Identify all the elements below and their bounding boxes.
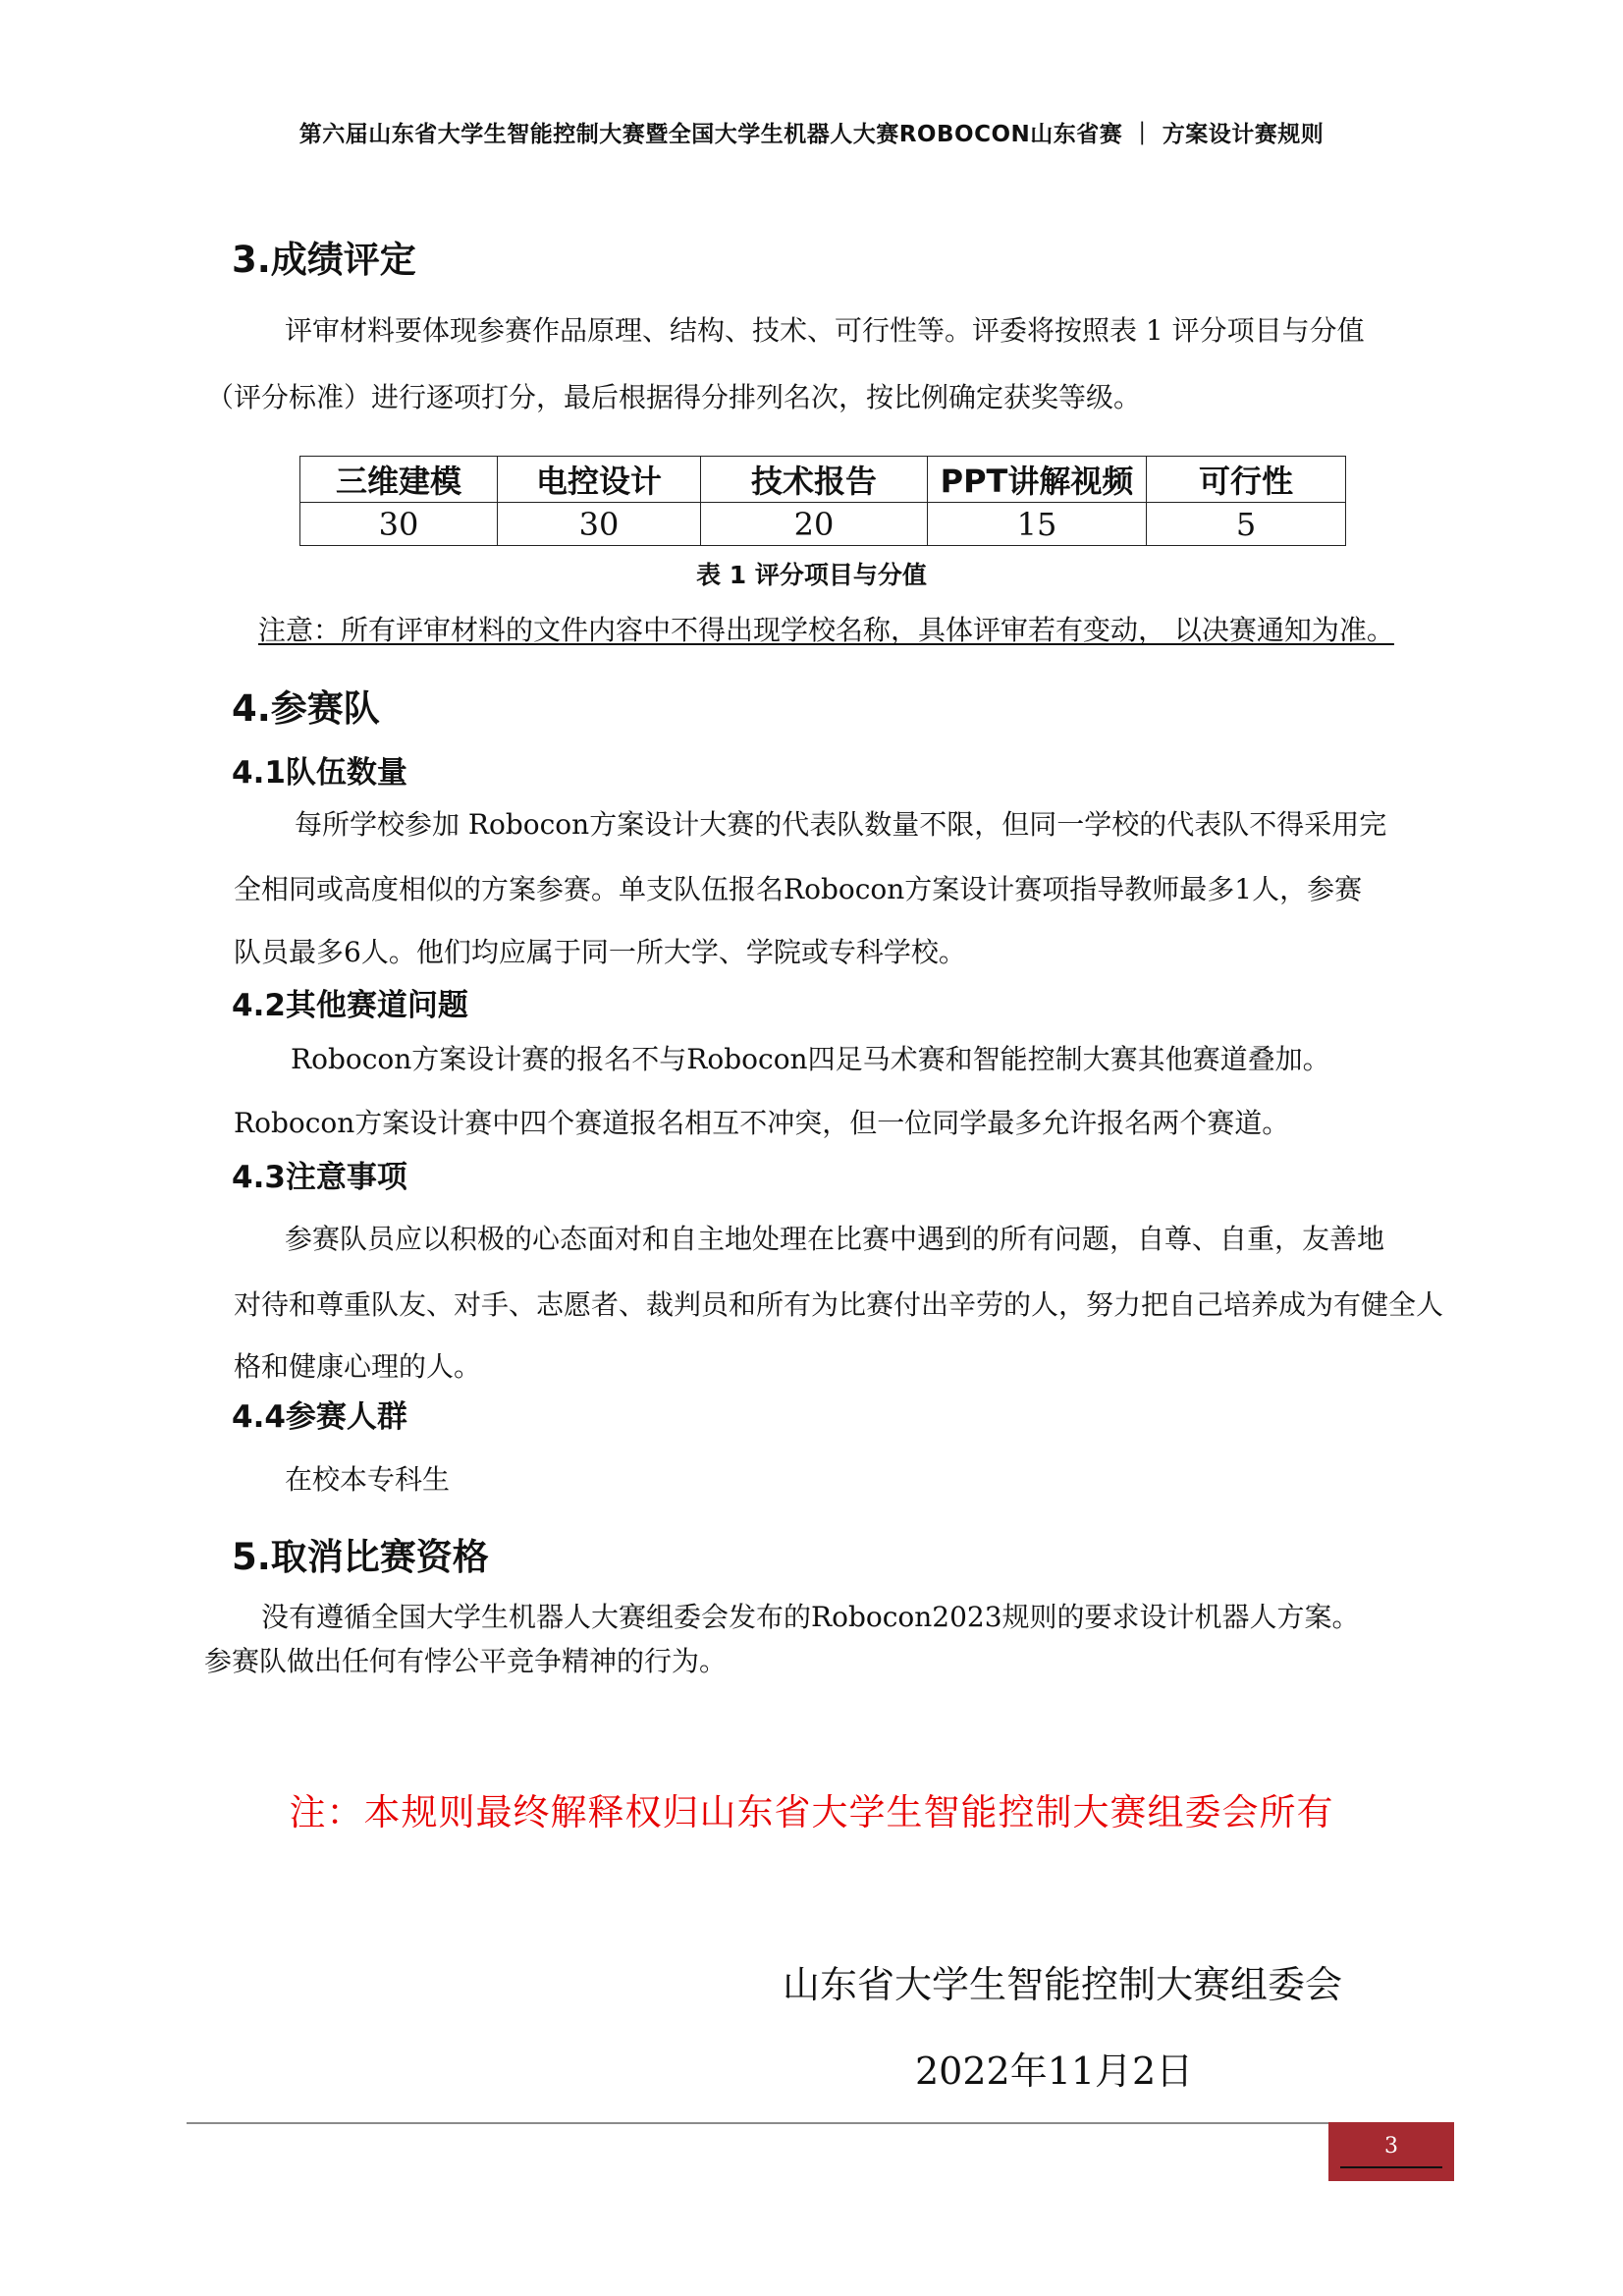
page-number-badge: [1328, 2122, 1454, 2181]
score-value-electric-design: 30: [498, 503, 701, 546]
review-note: 注意：所有评审材料的文件内容中不得出现学校名称，具体评审若有变动， 以决赛通知为准。: [258, 614, 1394, 646]
section-4-3-title: 4.3注意事项: [232, 1160, 407, 1195]
section-4-1-line-2: 全相同或高度相似的方案参赛。单支队伍报名Robocon方案设计赛项指导教师最多1人，参赛: [234, 873, 1363, 905]
score-value-ppt-video: 15: [928, 503, 1147, 546]
score-header-electric-design: 电控设计: [498, 457, 701, 503]
section-4-4-line-1: 在校本专科生: [285, 1463, 451, 1496]
interpretation-note: 注：本规则最终解释权归山东省大学生智能控制大赛组委会所有: [289, 1791, 1334, 1833]
section-4-1-line-3: 队员最多6人。他们均应属于同一所大学、学院或专科学校。: [234, 936, 966, 968]
section-4-3-line-3: 格和健康心理的人。: [234, 1350, 482, 1383]
section-5-line-2: 参赛队做出任何有悖公平竞争精神的行为。: [204, 1645, 728, 1677]
section-4-1-line-1: 每所学校参加 Robocon方案设计大赛的代表队数量不限，但同一学校的代表队不得采用完: [295, 808, 1387, 841]
section-3-line-2: （评分标准）进行逐项打分，最后根据得分排列名次，按比例确定获奖等级。: [206, 381, 1142, 413]
section-3-line-1: 评审材料要体现参赛作品原理、结构、技术、可行性等。评委将按照表 1 评分项目与分值: [285, 314, 1365, 347]
organizer-signature: 山东省大学生智能控制大赛组委会: [783, 1963, 1343, 2006]
score-table-header-row: [300, 457, 1346, 503]
section-5-title: 5.取消比赛资格: [232, 1536, 489, 1578]
score-table-value-row: [300, 503, 1346, 546]
score-value-feasibility: 5: [1147, 503, 1346, 546]
section-4-4-title: 4.4参赛人群: [232, 1399, 407, 1435]
score-value-3d-modeling: 30: [300, 503, 498, 546]
section-5-line-1: 没有遵循全国大学生机器人大赛组委会发布的Robocon2023规则的要求设计机器人方案。: [261, 1601, 1360, 1633]
score-header-ppt-video: PPT讲解视频: [928, 457, 1147, 503]
score-header-3d-modeling: 三维建模: [300, 457, 498, 503]
page-number: 3: [1384, 2134, 1398, 2159]
score-header-feasibility: 可行性: [1147, 457, 1346, 503]
section-4-3-line-2: 对待和尊重队友、对手、志愿者、裁判员和所有为比赛付出辛劳的人，努力把自己培养成为有健全人: [234, 1288, 1444, 1321]
page-header: 第六届山东省大学生智能控制大赛暨全国大学生机器人大赛ROBOCON山东省赛 ｜ 方案设计赛规则: [298, 122, 1325, 147]
score-table: [299, 456, 1346, 546]
section-4-3-line-1: 参赛队员应以积极的心态面对和自主地处理在比赛中遇到的所有问题，自尊、自重，友善地: [285, 1223, 1385, 1255]
section-4-2-line-1: Robocon方案设计赛的报名不与Robocon四足马术赛和智能控制大赛其他赛道叠加。: [291, 1043, 1330, 1075]
footer-rule: [187, 2122, 1409, 2124]
signature-date: 2022年11月2日: [915, 2050, 1194, 2093]
section-4-title: 4.参赛队: [232, 687, 380, 730]
section-3-title: 3.成绩评定: [232, 239, 416, 281]
section-4-2-line-2: Robocon方案设计赛中四个赛道报名相互不冲突，但一位同学最多允许报名两个赛道。: [234, 1107, 1290, 1139]
page-number-underline: [1340, 2166, 1442, 2168]
section-4-2-title: 4.2其他赛道问题: [232, 988, 468, 1023]
score-value-tech-report: 20: [701, 503, 928, 546]
section-4-1-title: 4.1队伍数量: [232, 755, 407, 791]
score-header-tech-report: 技术报告: [701, 457, 928, 503]
table-caption: 表 1 评分项目与分值: [696, 561, 927, 589]
